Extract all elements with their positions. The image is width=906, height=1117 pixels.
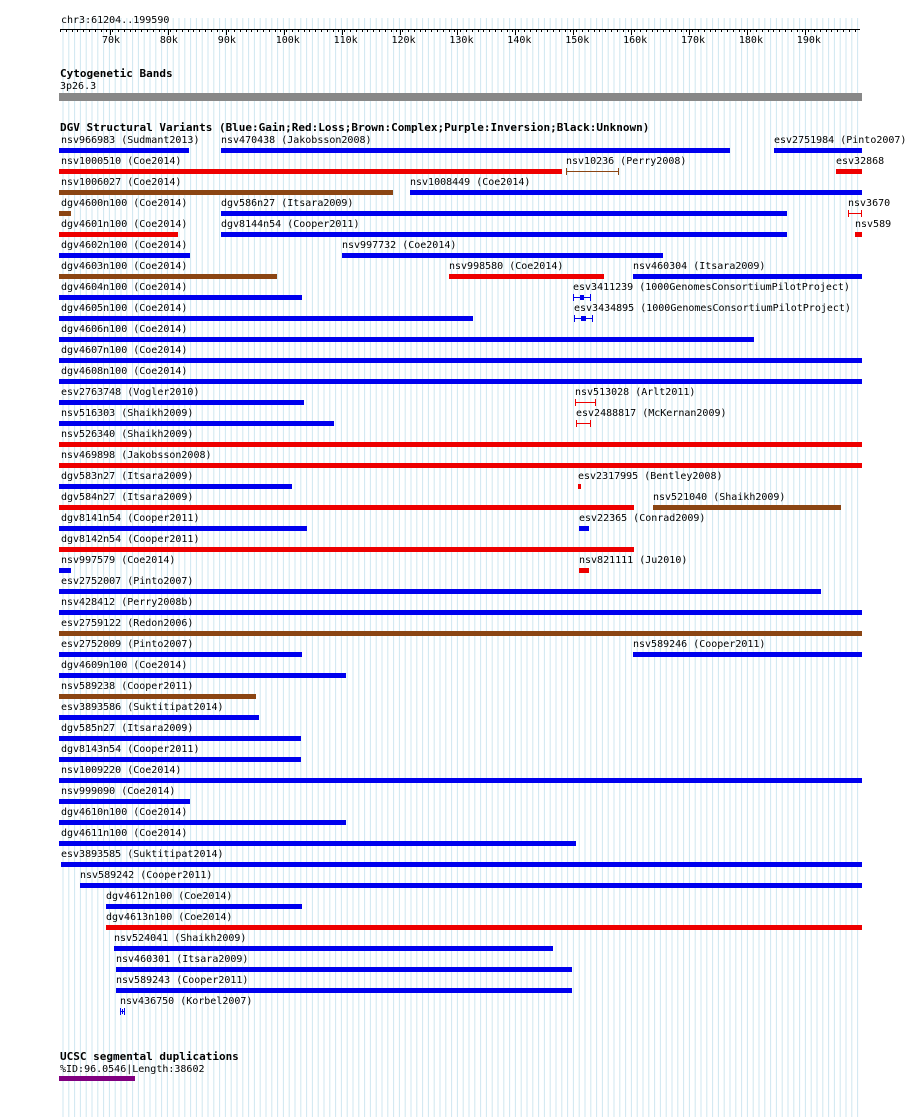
dgv-feature-label[interactable]: dgv4610n100 (Coe2014) bbox=[61, 807, 188, 818]
dgv-feature-label[interactable]: dgv4612n100 (Coe2014) bbox=[106, 891, 233, 902]
dgv-feature-bar[interactable] bbox=[106, 904, 302, 909]
dgv-feature-bar[interactable] bbox=[59, 694, 256, 699]
dgv-feature-bar[interactable] bbox=[59, 652, 302, 657]
ruler-minor-tick bbox=[507, 29, 508, 32]
ruler-minor-tick bbox=[344, 29, 345, 32]
ruler-minor-tick bbox=[286, 29, 287, 32]
dgv-feature-bar[interactable] bbox=[59, 358, 862, 363]
ruler-minor-tick bbox=[333, 29, 334, 32]
dgv-feature-label[interactable]: nsv516303 (Shaikh2009) bbox=[61, 408, 194, 419]
ruler-minor-tick bbox=[512, 29, 513, 32]
ruler-tick-label: 90k bbox=[217, 35, 236, 46]
dgv-feature-label[interactable]: esv22365 (Conrad2009) bbox=[579, 513, 706, 524]
ruler-minor-tick bbox=[77, 29, 78, 32]
dgv-feature-label[interactable]: esv2763748 (Vogler2010) bbox=[61, 387, 200, 398]
dgv-feature-label[interactable]: nsv589 bbox=[855, 219, 892, 230]
ruler-minor-tick bbox=[118, 29, 119, 32]
dgv-feature-bar[interactable] bbox=[59, 526, 307, 531]
dgv-feature-line bbox=[849, 213, 861, 214]
dgv-feature-bar[interactable] bbox=[848, 210, 862, 217]
dgv-feature-bar[interactable] bbox=[59, 253, 190, 258]
dgv-feature-label[interactable]: nsv589238 (Cooper2011) bbox=[61, 681, 194, 692]
ruler-minor-tick bbox=[72, 29, 73, 32]
dgv-feature-label[interactable]: dgv4608n100 (Coe2014) bbox=[61, 366, 188, 377]
ruler-minor-tick bbox=[449, 29, 450, 32]
ruler-minor-tick bbox=[483, 29, 484, 32]
ruler-minor-tick bbox=[362, 29, 363, 32]
ruler-minor-tick bbox=[541, 29, 542, 32]
ruler-minor-tick bbox=[768, 29, 769, 32]
ruler-minor-tick bbox=[431, 29, 432, 32]
ruler-minor-tick bbox=[698, 29, 699, 32]
dgv-feature-bar[interactable] bbox=[836, 169, 862, 174]
dgv-feature-bar[interactable] bbox=[633, 274, 862, 279]
ruler-minor-tick bbox=[460, 29, 461, 32]
ruler-minor-tick bbox=[217, 29, 218, 32]
dgv-feature-bar[interactable] bbox=[59, 295, 302, 300]
dgv-feature-label[interactable]: nsv997579 (Coe2014) bbox=[61, 555, 176, 566]
dgv-feature-bar[interactable] bbox=[106, 925, 862, 930]
ruler-minor-tick bbox=[675, 29, 676, 32]
dgv-feature-label[interactable]: nsv521040 (Shaikh2009) bbox=[653, 492, 786, 503]
dgv-feature-label[interactable]: dgv4603n100 (Coe2014) bbox=[61, 261, 188, 272]
dgv-feature-line bbox=[577, 423, 590, 424]
dgv-feature-bar[interactable] bbox=[59, 778, 862, 783]
ruler-minor-tick bbox=[791, 29, 792, 32]
ruler-tick-label: 80k bbox=[159, 35, 178, 46]
ruler-minor-tick bbox=[391, 29, 392, 32]
ruler-tick-label: 190k bbox=[796, 35, 821, 46]
dgv-feature-label[interactable]: nsv821111 (Ju2010) bbox=[579, 555, 688, 566]
ruler-minor-tick bbox=[495, 29, 496, 32]
ruler-minor-tick bbox=[536, 29, 537, 32]
ruler-minor-tick bbox=[199, 29, 200, 32]
ruler-minor-tick bbox=[756, 29, 757, 32]
ruler-tick-label: 170k bbox=[681, 35, 706, 46]
dgv-feature-label[interactable]: nsv966983 (Sudmant2013) bbox=[61, 135, 200, 146]
ruler-minor-tick bbox=[275, 29, 276, 32]
ruler-minor-tick bbox=[733, 29, 734, 32]
dgv-feature-label[interactable]: nsv469898 (Jakobsson2008) bbox=[61, 450, 212, 461]
dgv-track-title[interactable]: DGV Structural Variants (Blue:Gain;Red:Loss;Brown:Complex;Purple:Inversion;Black:Unknown) bbox=[60, 121, 650, 134]
ruler-minor-tick bbox=[130, 29, 131, 32]
dgv-feature-bar[interactable] bbox=[59, 442, 862, 447]
dgv-feature-bar[interactable] bbox=[120, 1008, 125, 1015]
dgv-feature-label[interactable]: nsv10236 (Perry2008) bbox=[566, 156, 687, 167]
ruler-minor-tick bbox=[176, 29, 177, 32]
ruler-minor-tick bbox=[234, 29, 235, 32]
ruler-minor-tick bbox=[599, 29, 600, 32]
ruler-tick-label: 120k bbox=[391, 35, 416, 46]
ruler-minor-tick bbox=[101, 29, 102, 32]
ruler-minor-tick bbox=[188, 29, 189, 32]
ruler-minor-tick bbox=[124, 29, 125, 32]
dgv-feature-label[interactable]: esv2488817 (McKernan2009) bbox=[576, 408, 727, 419]
ruler-minor-tick bbox=[83, 29, 84, 32]
ruler-tick-label: 70k bbox=[102, 35, 121, 46]
ruler-minor-tick bbox=[837, 29, 838, 32]
ruler-minor-tick bbox=[605, 29, 606, 32]
ruler-minor-tick bbox=[611, 29, 612, 32]
dgv-feature-line bbox=[567, 171, 618, 172]
ruler-minor-tick bbox=[292, 29, 293, 32]
ruler-minor-tick bbox=[501, 29, 502, 32]
dgv-feature-bar[interactable] bbox=[855, 232, 862, 237]
dgv-feature-label[interactable]: dgv4606n100 (Coe2014) bbox=[61, 324, 188, 335]
ruler-minor-tick bbox=[240, 29, 241, 32]
ruler-minor-tick bbox=[309, 29, 310, 32]
dgv-feature-bar[interactable] bbox=[59, 631, 862, 636]
dgv-feature-bar[interactable] bbox=[80, 883, 862, 888]
dgv-feature-bar[interactable] bbox=[221, 232, 787, 237]
dgv-feature-label[interactable]: dgv4607n100 (Coe2014) bbox=[61, 345, 188, 356]
dgv-feature-bar[interactable] bbox=[575, 399, 596, 406]
dgv-feature-label[interactable]: nsv436750 (Korbel2007) bbox=[120, 996, 253, 1007]
ruler-minor-tick bbox=[437, 29, 438, 32]
dgv-feature-label[interactable]: esv2752007 (Pinto2007) bbox=[61, 576, 194, 587]
dgv-feature-label[interactable]: nsv460301 (Itsara2009) bbox=[116, 954, 249, 965]
ruler-minor-tick bbox=[739, 29, 740, 32]
ruler-minor-tick bbox=[147, 29, 148, 32]
dgv-feature-label[interactable]: esv2751984 (Pinto2007) bbox=[774, 135, 906, 146]
ruler-minor-tick bbox=[623, 29, 624, 32]
dgv-feature-block bbox=[122, 1009, 123, 1014]
ruler-minor-tick bbox=[414, 29, 415, 32]
dgv-feature-label[interactable]: dgv4609n100 (Coe2014) bbox=[61, 660, 188, 671]
ruler-tick-label: 180k bbox=[738, 35, 763, 46]
ruler-minor-tick bbox=[802, 29, 803, 32]
dgv-feature-bar[interactable] bbox=[342, 253, 663, 258]
ruler-minor-tick bbox=[594, 29, 595, 32]
ruler-minor-tick bbox=[263, 29, 264, 32]
ruler-minor-tick bbox=[211, 29, 212, 32]
dgv-feature-label[interactable]: nsv3670 bbox=[848, 198, 891, 209]
ruler-minor-tick bbox=[170, 29, 171, 32]
dgv-feature-label[interactable]: nsv428412 (Perry2008b) bbox=[61, 597, 194, 608]
dgv-feature-label[interactable]: dgv4604n100 (Coe2014) bbox=[61, 282, 188, 293]
ruler-minor-tick bbox=[280, 29, 281, 32]
ruler-tick-label: 160k bbox=[623, 35, 648, 46]
dgv-feature-bar[interactable] bbox=[59, 673, 346, 678]
dgv-feature-line bbox=[576, 402, 595, 403]
ruler-minor-tick bbox=[785, 29, 786, 32]
dgv-feature-bar[interactable] bbox=[59, 610, 862, 615]
ruler-minor-tick bbox=[315, 29, 316, 32]
dgv-feature-bar[interactable] bbox=[59, 484, 292, 489]
dgv-feature-bar[interactable] bbox=[59, 757, 301, 762]
ruler-minor-tick bbox=[843, 29, 844, 32]
dgv-feature-bar[interactable] bbox=[59, 820, 346, 825]
ruler-minor-tick bbox=[547, 29, 548, 32]
segdup-label: %ID:96.0546|Length:38602 bbox=[60, 1064, 205, 1075]
ruler-minor-tick bbox=[715, 29, 716, 32]
dgv-feature-label[interactable]: nsv524041 (Shaikh2009) bbox=[114, 933, 247, 944]
dgv-feature-bar[interactable] bbox=[59, 715, 259, 720]
ruler-minor-tick bbox=[855, 29, 856, 32]
dgv-feature-bar[interactable] bbox=[579, 568, 589, 573]
ruler-minor-tick bbox=[617, 29, 618, 32]
ruler-minor-tick bbox=[489, 29, 490, 32]
ruler-minor-tick bbox=[298, 29, 299, 32]
ruler-tick-label: 100k bbox=[275, 35, 300, 46]
ruler-minor-tick bbox=[762, 29, 763, 32]
ruler-minor-tick bbox=[182, 29, 183, 32]
ruler-minor-tick bbox=[831, 29, 832, 32]
dgv-feature-label[interactable]: dgv583n27 (Itsara2009) bbox=[61, 471, 194, 482]
ruler-minor-tick bbox=[652, 29, 653, 32]
ruler-tick-label: 130k bbox=[449, 35, 474, 46]
ruler-minor-tick bbox=[327, 29, 328, 32]
dgv-feature-label[interactable]: nsv589246 (Cooper2011) bbox=[633, 639, 766, 650]
dgv-feature-bar[interactable] bbox=[59, 148, 189, 153]
ruler-minor-tick bbox=[205, 29, 206, 32]
ruler-minor-tick bbox=[112, 29, 113, 32]
ruler-minor-tick bbox=[269, 29, 270, 32]
ruler-minor-tick bbox=[106, 29, 107, 32]
ruler-minor-tick bbox=[379, 29, 380, 32]
dgv-feature-label[interactable]: dgv4611n100 (Coe2014) bbox=[61, 828, 188, 839]
ruler-minor-tick bbox=[669, 29, 670, 32]
ruler-minor-tick bbox=[420, 29, 421, 32]
dgv-feature-label[interactable]: esv2752009 (Pinto2007) bbox=[61, 639, 194, 650]
ruler-minor-tick bbox=[710, 29, 711, 32]
segdup-bar[interactable] bbox=[59, 1076, 135, 1081]
dgv-feature-bar[interactable] bbox=[576, 420, 591, 427]
dgv-feature-label[interactable]: nsv589242 (Cooper2011) bbox=[80, 870, 213, 881]
dgv-feature-label[interactable]: dgv584n27 (Itsara2009) bbox=[61, 492, 194, 503]
ruler-minor-tick bbox=[95, 29, 96, 32]
ruler-tick-label: 150k bbox=[565, 35, 590, 46]
dgv-feature-bar[interactable] bbox=[59, 421, 334, 426]
ruler-minor-tick bbox=[663, 29, 664, 32]
dgv-feature-label[interactable]: esv3411239 (1000GenomesConsortiumPilotProject) bbox=[573, 282, 850, 293]
dgv-feature-bar[interactable] bbox=[59, 547, 634, 552]
dgv-feature-label[interactable]: dgv4613n100 (Coe2014) bbox=[106, 912, 233, 923]
dgv-feature-label[interactable]: dgv4601n100 (Coe2014) bbox=[61, 219, 188, 230]
ruler-minor-tick bbox=[246, 29, 247, 32]
ruler-minor-tick bbox=[744, 29, 745, 32]
dgv-feature-label[interactable]: nsv589243 (Cooper2011) bbox=[116, 975, 249, 986]
ruler-minor-tick bbox=[530, 29, 531, 32]
ruler-minor-tick bbox=[478, 29, 479, 32]
dgv-feature-label[interactable]: nsv1008449 (Coe2014) bbox=[410, 177, 531, 188]
ruler-minor-tick bbox=[164, 29, 165, 32]
ruler-minor-tick bbox=[356, 29, 357, 32]
dgv-feature-bar[interactable] bbox=[59, 589, 821, 594]
dgv-feature-bar[interactable] bbox=[59, 316, 473, 321]
ruler-minor-tick bbox=[576, 29, 577, 32]
ruler-minor-tick bbox=[692, 29, 693, 32]
dgv-feature-bar[interactable] bbox=[633, 652, 862, 657]
dgv-feature-label[interactable]: esv2759122 (Redon2006) bbox=[61, 618, 194, 629]
ruler-minor-tick bbox=[808, 29, 809, 32]
ruler-tick-label: 140k bbox=[507, 35, 532, 46]
ruler-minor-tick bbox=[367, 29, 368, 32]
dgv-feature-bar[interactable] bbox=[59, 190, 393, 195]
ruler-minor-tick bbox=[634, 29, 635, 32]
dgv-feature-bar[interactable] bbox=[59, 232, 178, 237]
ruler-minor-tick bbox=[582, 29, 583, 32]
ruler-minor-tick bbox=[338, 29, 339, 32]
ruler-minor-tick bbox=[135, 29, 136, 32]
dgv-feature-bar[interactable] bbox=[59, 337, 754, 342]
ruler-minor-tick bbox=[814, 29, 815, 32]
cytoband-track-title[interactable]: Cytogenetic Bands bbox=[60, 67, 173, 80]
dgv-feature-bar[interactable] bbox=[449, 274, 604, 279]
ruler-minor-tick bbox=[222, 29, 223, 32]
dgv-feature-bar[interactable] bbox=[59, 799, 190, 804]
ruler-minor-tick bbox=[228, 29, 229, 32]
dgv-feature-label[interactable]: dgv8142n54 (Cooper2011) bbox=[61, 534, 200, 545]
dgv-feature-bar[interactable] bbox=[59, 505, 634, 510]
ruler-minor-tick bbox=[518, 29, 519, 32]
dgv-feature-bar[interactable] bbox=[774, 148, 862, 153]
dgv-feature-bar[interactable] bbox=[221, 148, 730, 153]
ruler-minor-tick bbox=[773, 29, 774, 32]
dgv-feature-label[interactable]: nsv1006027 (Coe2014) bbox=[61, 177, 182, 188]
ruler-minor-tick bbox=[472, 29, 473, 32]
ruler-minor-tick bbox=[466, 29, 467, 32]
dgv-feature-bar[interactable] bbox=[61, 862, 862, 867]
ruler-minor-tick bbox=[66, 29, 67, 32]
dgv-feature-bar[interactable] bbox=[573, 294, 591, 301]
dgv-feature-bar[interactable] bbox=[59, 274, 277, 279]
dgv-feature-label[interactable]: esv32868 bbox=[836, 156, 885, 167]
dgv-feature-bar[interactable] bbox=[59, 463, 862, 468]
dgv-feature-block bbox=[581, 316, 586, 321]
ruler-minor-tick bbox=[60, 29, 61, 32]
segdup-track-title[interactable]: UCSC segmental duplications bbox=[60, 1050, 239, 1063]
ruler-minor-tick bbox=[826, 29, 827, 32]
cytoband-label: 3p26.3 bbox=[60, 81, 97, 92]
ruler-minor-tick bbox=[565, 29, 566, 32]
ruler-minor-tick bbox=[251, 29, 252, 32]
dgv-feature-bar[interactable] bbox=[59, 400, 304, 405]
ruler-minor-tick bbox=[750, 29, 751, 32]
dgv-feature-bar[interactable] bbox=[59, 841, 576, 846]
dgv-feature-label[interactable]: esv3434895 (1000GenomesConsortiumPilotProject) bbox=[574, 303, 851, 314]
ruler-minor-tick bbox=[657, 29, 658, 32]
dgv-feature-label[interactable]: nsv513028 (Arlt2011) bbox=[575, 387, 696, 398]
ruler-minor-tick bbox=[454, 29, 455, 32]
dgv-feature-label[interactable]: nsv470438 (Jakobsson2008) bbox=[221, 135, 372, 146]
ruler-minor-tick bbox=[588, 29, 589, 32]
dgv-feature-label[interactable]: nsv1000510 (Coe2014) bbox=[61, 156, 182, 167]
dgv-feature-bar[interactable] bbox=[59, 211, 71, 216]
dgv-feature-label[interactable]: nsv526340 (Shaikh2009) bbox=[61, 429, 194, 440]
ruler-minor-tick bbox=[727, 29, 728, 32]
dgv-feature-label[interactable]: dgv4600n100 (Coe2014) bbox=[61, 198, 188, 209]
ruler-minor-tick bbox=[524, 29, 525, 32]
dgv-feature-label[interactable]: nsv1009220 (Coe2014) bbox=[61, 765, 182, 776]
dgv-feature-bar[interactable] bbox=[578, 484, 581, 489]
dgv-feature-label[interactable]: esv3893586 (Suktitipat2014) bbox=[61, 702, 224, 713]
ruler-minor-tick bbox=[425, 29, 426, 32]
dgv-feature-block bbox=[580, 295, 585, 300]
ruler-minor-tick bbox=[304, 29, 305, 32]
dgv-feature-bar[interactable] bbox=[116, 988, 572, 993]
dgv-feature-label[interactable]: dgv586n27 (Itsara2009) bbox=[221, 198, 354, 209]
ruler-tick-label: 110k bbox=[333, 35, 358, 46]
ruler-minor-tick bbox=[159, 29, 160, 32]
dgv-feature-label[interactable]: dgv8141n54 (Cooper2011) bbox=[61, 513, 200, 524]
ruler-minor-tick bbox=[704, 29, 705, 32]
dgv-feature-label[interactable]: nsv999090 (Coe2014) bbox=[61, 786, 176, 797]
ruler-minor-tick bbox=[385, 29, 386, 32]
dgv-feature-bar[interactable] bbox=[579, 526, 589, 531]
dgv-feature-label[interactable]: dgv4605n100 (Coe2014) bbox=[61, 303, 188, 314]
dgv-feature-bar[interactable] bbox=[653, 505, 841, 510]
dgv-feature-bar[interactable] bbox=[116, 967, 572, 972]
ruler-minor-tick bbox=[570, 29, 571, 32]
dgv-feature-bar[interactable] bbox=[410, 190, 862, 195]
ruler-minor-tick bbox=[443, 29, 444, 32]
ruler-minor-tick bbox=[681, 29, 682, 32]
dgv-feature-bar[interactable] bbox=[59, 169, 562, 174]
dgv-feature-label[interactable]: dgv585n27 (Itsara2009) bbox=[61, 723, 194, 734]
ruler-minor-tick bbox=[257, 29, 258, 32]
ruler-minor-tick bbox=[321, 29, 322, 32]
position-label: chr3:61204..199590 bbox=[61, 15, 170, 26]
dgv-feature-bar[interactable] bbox=[59, 736, 301, 741]
ruler-minor-tick bbox=[141, 29, 142, 32]
dgv-feature-bar[interactable] bbox=[221, 211, 787, 216]
dgv-feature-label[interactable]: esv3893585 (Suktitipat2014) bbox=[61, 849, 224, 860]
ruler-minor-tick bbox=[628, 29, 629, 32]
dgv-feature-label[interactable]: nsv460304 (Itsara2009) bbox=[633, 261, 766, 272]
dgv-feature-label[interactable]: nsv998580 (Coe2014) bbox=[449, 261, 564, 272]
dgv-feature-label[interactable]: esv2317995 (Bentley2008) bbox=[578, 471, 723, 482]
dgv-feature-bar[interactable] bbox=[114, 946, 553, 951]
ruler-minor-tick bbox=[559, 29, 560, 32]
ruler-minor-tick bbox=[193, 29, 194, 32]
ruler-minor-tick bbox=[402, 29, 403, 32]
ruler-minor-tick bbox=[686, 29, 687, 32]
ruler-minor-tick bbox=[721, 29, 722, 32]
dgv-feature-label[interactable]: nsv997732 (Coe2014) bbox=[342, 240, 457, 251]
dgv-feature-bar[interactable] bbox=[574, 315, 593, 322]
dgv-feature-label[interactable]: dgv4602n100 (Coe2014) bbox=[61, 240, 188, 251]
ruler-minor-tick bbox=[849, 29, 850, 32]
ruler-minor-tick bbox=[408, 29, 409, 32]
dgv-feature-bar[interactable] bbox=[59, 568, 71, 573]
cytoband-bar[interactable] bbox=[59, 93, 862, 101]
ruler-minor-tick bbox=[553, 29, 554, 32]
ruler-minor-tick bbox=[797, 29, 798, 32]
ruler-minor-tick bbox=[646, 29, 647, 32]
dgv-feature-bar[interactable] bbox=[566, 168, 619, 175]
dgv-feature-bar[interactable] bbox=[59, 379, 862, 384]
ruler-minor-tick bbox=[396, 29, 397, 32]
dgv-feature-label[interactable]: dgv8143n54 (Cooper2011) bbox=[61, 744, 200, 755]
ruler-minor-tick bbox=[373, 29, 374, 32]
dgv-feature-label[interactable]: dgv8144n54 (Cooper2011) bbox=[221, 219, 360, 230]
ruler-minor-tick bbox=[89, 29, 90, 32]
ruler-minor-tick bbox=[640, 29, 641, 32]
ruler-minor-tick bbox=[153, 29, 154, 32]
ruler-minor-tick bbox=[820, 29, 821, 32]
ruler-minor-tick bbox=[779, 29, 780, 32]
ruler-minor-tick bbox=[350, 29, 351, 32]
